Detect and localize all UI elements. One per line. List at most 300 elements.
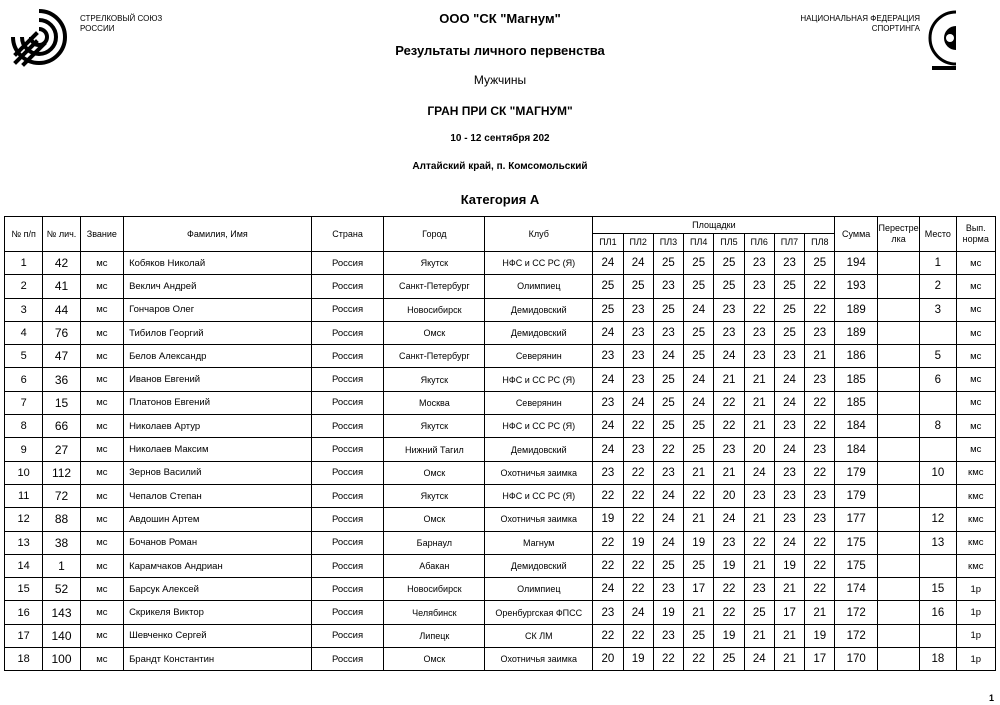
cell-score-pl2: 25 bbox=[623, 275, 653, 298]
cell-shootoff bbox=[877, 648, 919, 671]
col-sum: Сумма bbox=[835, 217, 877, 252]
cell-norm: мс bbox=[956, 415, 995, 438]
cell-country: Россия bbox=[311, 508, 384, 531]
cell-norm: мс bbox=[956, 298, 995, 321]
cell-score-pl1: 20 bbox=[593, 648, 623, 671]
cell-norm: мс bbox=[956, 252, 995, 275]
cell-lic: 38 bbox=[43, 531, 80, 554]
cell-place: 1 bbox=[920, 252, 956, 275]
cell-country: Россия bbox=[311, 531, 384, 554]
cell-city: Санкт-Петербург bbox=[384, 345, 485, 368]
cell-norm: кмс bbox=[956, 508, 995, 531]
cell-club: НФС и СС РС (Я) bbox=[485, 252, 593, 275]
table-row bbox=[5, 438, 996, 461]
col-stations: Площадки bbox=[593, 217, 835, 234]
cell-score-pl1: 23 bbox=[593, 461, 623, 484]
cell-score-pl3: 25 bbox=[653, 252, 683, 275]
cell-name: Кобяков Николай bbox=[124, 252, 312, 275]
col-country: Страна bbox=[311, 217, 384, 252]
cell-no: 14 bbox=[5, 554, 43, 577]
results-title: Результаты личного первенства bbox=[395, 43, 605, 58]
cell-city: Омск bbox=[384, 321, 485, 344]
cell-place bbox=[920, 624, 956, 647]
cell-score-pl1: 23 bbox=[593, 345, 623, 368]
cell-score-pl2: 23 bbox=[623, 321, 653, 344]
col-rank: Звание bbox=[80, 217, 123, 252]
cell-score-pl2: 22 bbox=[623, 578, 653, 601]
cell-city: Новосибирск bbox=[384, 298, 485, 321]
cell-club: Северянин bbox=[485, 345, 593, 368]
cell-norm: 1р bbox=[956, 648, 995, 671]
cell-score-pl6: 21 bbox=[744, 624, 774, 647]
page-number: 1 bbox=[988, 693, 994, 703]
cell-shootoff bbox=[877, 461, 919, 484]
table-row bbox=[5, 554, 996, 577]
cell-score-pl2: 22 bbox=[623, 624, 653, 647]
cell-shootoff bbox=[877, 554, 919, 577]
cell-country: Россия bbox=[311, 391, 384, 414]
cell-score-pl8: 22 bbox=[805, 275, 835, 298]
cell-score-pl8: 22 bbox=[805, 461, 835, 484]
cell-norm: мс bbox=[956, 368, 995, 391]
cell-score-pl4: 25 bbox=[684, 554, 714, 577]
cell-score-pl2: 22 bbox=[623, 461, 653, 484]
cell-rank: мс bbox=[80, 554, 123, 577]
cell-name: Шевченко Сергей bbox=[124, 624, 312, 647]
cell-score-pl3: 22 bbox=[653, 438, 683, 461]
cell-city: Якутск bbox=[384, 484, 485, 507]
col-pl4: ПЛ4 bbox=[684, 234, 714, 252]
cell-score-pl7: 21 bbox=[774, 578, 804, 601]
cell-score-pl5: 25 bbox=[714, 648, 744, 671]
cell-score-pl3: 24 bbox=[653, 484, 683, 507]
cell-shootoff bbox=[877, 321, 919, 344]
cell-score-pl1: 22 bbox=[593, 531, 623, 554]
cell-score-pl2: 23 bbox=[623, 438, 653, 461]
cell-rank: мс bbox=[80, 484, 123, 507]
cell-score-pl8: 21 bbox=[805, 601, 835, 624]
cell-country: Россия bbox=[311, 345, 384, 368]
cell-score-pl8: 21 bbox=[805, 345, 835, 368]
cell-city: Якутск bbox=[384, 252, 485, 275]
cell-score-pl7: 23 bbox=[774, 508, 804, 531]
col-pl6: ПЛ6 bbox=[744, 234, 774, 252]
cell-score-pl3: 25 bbox=[653, 391, 683, 414]
cell-rank: мс bbox=[80, 391, 123, 414]
cell-place: 16 bbox=[920, 601, 956, 624]
cell-norm: мс bbox=[956, 391, 995, 414]
cell-sum: 189 bbox=[835, 298, 877, 321]
cell-rank: мс bbox=[80, 252, 123, 275]
cell-name: Брандт Константин bbox=[124, 648, 312, 671]
cell-place: 2 bbox=[920, 275, 956, 298]
cell-score-pl4: 17 bbox=[684, 578, 714, 601]
cell-rank: мс bbox=[80, 368, 123, 391]
cell-score-pl4: 19 bbox=[684, 531, 714, 554]
cell-score-pl4: 24 bbox=[684, 368, 714, 391]
cell-score-pl1: 22 bbox=[593, 554, 623, 577]
cell-lic: 36 bbox=[43, 368, 80, 391]
cell-score-pl1: 25 bbox=[593, 275, 623, 298]
cell-score-pl4: 25 bbox=[684, 415, 714, 438]
cell-score-pl1: 24 bbox=[593, 578, 623, 601]
company-title: ООО "СК "Магнум" bbox=[439, 11, 561, 26]
cell-score-pl6: 23 bbox=[744, 275, 774, 298]
cell-lic: 100 bbox=[43, 648, 80, 671]
cell-score-pl5: 24 bbox=[714, 508, 744, 531]
cell-city: Новосибирск bbox=[384, 578, 485, 601]
cell-shootoff bbox=[877, 275, 919, 298]
cell-country: Россия bbox=[311, 252, 384, 275]
cell-score-pl8: 22 bbox=[805, 578, 835, 601]
cell-place bbox=[920, 391, 956, 414]
cell-lic: 15 bbox=[43, 391, 80, 414]
col-lic: № лич. bbox=[43, 217, 80, 252]
cell-place: 6 bbox=[920, 368, 956, 391]
cell-place: 12 bbox=[920, 508, 956, 531]
cell-city: Санкт-Петербург bbox=[384, 275, 485, 298]
cell-country: Россия bbox=[311, 484, 384, 507]
cell-no: 9 bbox=[5, 438, 43, 461]
cell-country: Россия bbox=[311, 578, 384, 601]
cell-rank: мс bbox=[80, 461, 123, 484]
cell-club: СК ЛМ bbox=[485, 624, 593, 647]
col-city: Город bbox=[384, 217, 485, 252]
cell-score-pl6: 24 bbox=[744, 461, 774, 484]
cell-shootoff bbox=[877, 415, 919, 438]
cell-name: Карамчаков Андриан bbox=[124, 554, 312, 577]
cell-shootoff bbox=[877, 438, 919, 461]
gender-label: Мужчины bbox=[473, 73, 527, 87]
cell-lic: 47 bbox=[43, 345, 80, 368]
cell-score-pl6: 22 bbox=[744, 531, 774, 554]
cell-score-pl3: 24 bbox=[653, 508, 683, 531]
cell-norm: кмс bbox=[956, 461, 995, 484]
cell-score-pl1: 24 bbox=[593, 252, 623, 275]
cell-lic: 1 bbox=[43, 554, 80, 577]
col-pl3: ПЛ3 bbox=[653, 234, 683, 252]
cell-place bbox=[920, 554, 956, 577]
cell-rank: мс bbox=[80, 578, 123, 601]
cell-score-pl6: 21 bbox=[744, 508, 774, 531]
cell-rank: мс bbox=[80, 601, 123, 624]
cell-club: Охотничья заимка bbox=[485, 508, 593, 531]
table-row bbox=[5, 275, 996, 298]
cell-lic: 44 bbox=[43, 298, 80, 321]
cell-no: 5 bbox=[5, 345, 43, 368]
cell-club: НФС и СС РС (Я) bbox=[485, 368, 593, 391]
cell-score-pl4: 25 bbox=[684, 275, 714, 298]
cell-score-pl1: 23 bbox=[593, 601, 623, 624]
cell-score-pl4: 24 bbox=[684, 298, 714, 321]
cell-score-pl4: 21 bbox=[684, 601, 714, 624]
cell-sum: 189 bbox=[835, 321, 877, 344]
cell-no: 1 bbox=[5, 252, 43, 275]
cell-country: Россия bbox=[311, 321, 384, 344]
cell-city: Омск bbox=[384, 648, 485, 671]
cell-country: Россия bbox=[311, 624, 384, 647]
cell-sum: 174 bbox=[835, 578, 877, 601]
results-table bbox=[4, 216, 996, 671]
cell-name: Платонов Евгений bbox=[124, 391, 312, 414]
cell-score-pl8: 23 bbox=[805, 438, 835, 461]
col-norm: Вып. норма bbox=[956, 217, 995, 252]
cell-score-pl6: 23 bbox=[744, 321, 774, 344]
cell-club: Демидовский bbox=[485, 438, 593, 461]
cell-place: 5 bbox=[920, 345, 956, 368]
cell-sum: 185 bbox=[835, 391, 877, 414]
cell-score-pl7: 19 bbox=[774, 554, 804, 577]
cell-rank: мс bbox=[80, 438, 123, 461]
table-row bbox=[5, 624, 996, 647]
org-left-line2: РОССИИ bbox=[80, 24, 115, 33]
cell-no: 3 bbox=[5, 298, 43, 321]
table-row bbox=[5, 252, 996, 275]
category-title: Категория А bbox=[460, 192, 540, 207]
cell-score-pl4: 21 bbox=[684, 508, 714, 531]
cell-country: Россия bbox=[311, 275, 384, 298]
table-row bbox=[5, 484, 996, 507]
cell-sum: 175 bbox=[835, 531, 877, 554]
cell-score-pl2: 19 bbox=[623, 531, 653, 554]
cell-country: Россия bbox=[311, 601, 384, 624]
cell-country: Россия bbox=[311, 554, 384, 577]
col-no: № п/п bbox=[5, 217, 43, 252]
cell-norm: мс bbox=[956, 438, 995, 461]
cell-score-pl3: 25 bbox=[653, 415, 683, 438]
cell-sum: 179 bbox=[835, 484, 877, 507]
cell-score-pl1: 22 bbox=[593, 484, 623, 507]
cell-score-pl5: 21 bbox=[714, 461, 744, 484]
cell-score-pl6: 22 bbox=[744, 298, 774, 321]
cell-city: Барнаул bbox=[384, 531, 485, 554]
cell-score-pl7: 25 bbox=[774, 298, 804, 321]
cell-no: 6 bbox=[5, 368, 43, 391]
cell-score-pl2: 23 bbox=[623, 368, 653, 391]
cell-shootoff bbox=[877, 252, 919, 275]
col-name: Фамилия, Имя bbox=[124, 217, 312, 252]
cell-score-pl2: 22 bbox=[623, 415, 653, 438]
cell-country: Россия bbox=[311, 648, 384, 671]
cell-score-pl4: 22 bbox=[684, 484, 714, 507]
cell-score-pl6: 21 bbox=[744, 368, 774, 391]
cell-place: 10 bbox=[920, 461, 956, 484]
cell-name: Бочанов Роман bbox=[124, 531, 312, 554]
cell-club: НФС и СС РС (Я) bbox=[485, 415, 593, 438]
col-pl7: ПЛ7 bbox=[774, 234, 804, 252]
cell-sum: 184 bbox=[835, 415, 877, 438]
cell-score-pl3: 23 bbox=[653, 275, 683, 298]
cell-rank: мс bbox=[80, 415, 123, 438]
cell-place bbox=[920, 321, 956, 344]
cell-score-pl3: 25 bbox=[653, 368, 683, 391]
cell-score-pl7: 25 bbox=[774, 321, 804, 344]
cell-score-pl6: 23 bbox=[744, 345, 774, 368]
cell-club: Олимпиец bbox=[485, 275, 593, 298]
cell-score-pl7: 17 bbox=[774, 601, 804, 624]
cell-score-pl3: 23 bbox=[653, 578, 683, 601]
cell-score-pl6: 25 bbox=[744, 601, 774, 624]
cell-name: Барсук Алексей bbox=[124, 578, 312, 601]
cell-shootoff bbox=[877, 298, 919, 321]
table-row bbox=[5, 461, 996, 484]
cell-no: 17 bbox=[5, 624, 43, 647]
cell-lic: 76 bbox=[43, 321, 80, 344]
table-row bbox=[5, 391, 996, 414]
org-right-line2: СПОРТИНГА bbox=[871, 24, 920, 33]
cell-place: 18 bbox=[920, 648, 956, 671]
cell-score-pl1: 19 bbox=[593, 508, 623, 531]
org-right-line1: НАЦИОНАЛЬНАЯ ФЕДЕРАЦИЯ bbox=[800, 14, 920, 23]
cell-norm: кмс bbox=[956, 554, 995, 577]
cell-no: 4 bbox=[5, 321, 43, 344]
cell-lic: 72 bbox=[43, 484, 80, 507]
cell-score-pl4: 25 bbox=[684, 321, 714, 344]
cell-score-pl1: 24 bbox=[593, 415, 623, 438]
cell-norm: 1р bbox=[956, 624, 995, 647]
cell-score-pl7: 23 bbox=[774, 415, 804, 438]
cell-city: Нижний Тагил bbox=[384, 438, 485, 461]
cell-score-pl8: 22 bbox=[805, 554, 835, 577]
cell-score-pl4: 25 bbox=[684, 345, 714, 368]
cell-name: Веклич Андрей bbox=[124, 275, 312, 298]
cell-city: Якутск bbox=[384, 368, 485, 391]
cell-country: Россия bbox=[311, 438, 384, 461]
cell-lic: 143 bbox=[43, 601, 80, 624]
cell-score-pl3: 23 bbox=[653, 624, 683, 647]
table-row bbox=[5, 578, 996, 601]
cell-place: 3 bbox=[920, 298, 956, 321]
cell-score-pl1: 24 bbox=[593, 321, 623, 344]
cell-score-pl5: 24 bbox=[714, 345, 744, 368]
col-club: Клуб bbox=[485, 217, 593, 252]
cell-sum: 186 bbox=[835, 345, 877, 368]
cell-score-pl8: 19 bbox=[805, 624, 835, 647]
cell-place bbox=[920, 438, 956, 461]
cell-name: Гончаров Олег bbox=[124, 298, 312, 321]
cell-no: 8 bbox=[5, 415, 43, 438]
cell-name: Белов Александр bbox=[124, 345, 312, 368]
cell-score-pl1: 24 bbox=[593, 368, 623, 391]
cell-score-pl5: 22 bbox=[714, 601, 744, 624]
cell-score-pl6: 21 bbox=[744, 391, 774, 414]
cell-shootoff bbox=[877, 531, 919, 554]
cell-rank: мс bbox=[80, 624, 123, 647]
event-dates: 10 - 12 сентября 202 bbox=[450, 133, 550, 144]
cell-score-pl4: 22 bbox=[684, 648, 714, 671]
cell-score-pl7: 24 bbox=[774, 438, 804, 461]
cell-score-pl7: 24 bbox=[774, 391, 804, 414]
col-shootoff: Перестрелка bbox=[877, 217, 919, 252]
cell-name: Тибилов Георгий bbox=[124, 321, 312, 344]
cell-score-pl5: 22 bbox=[714, 391, 744, 414]
cell-score-pl8: 23 bbox=[805, 484, 835, 507]
cell-score-pl5: 22 bbox=[714, 415, 744, 438]
event-place: Алтайский край, п. Комсомольский bbox=[412, 161, 588, 172]
cell-score-pl4: 25 bbox=[684, 252, 714, 275]
cell-sum: 170 bbox=[835, 648, 877, 671]
cell-shootoff bbox=[877, 578, 919, 601]
cell-score-pl3: 24 bbox=[653, 531, 683, 554]
cell-score-pl6: 20 bbox=[744, 438, 774, 461]
cell-lic: 41 bbox=[43, 275, 80, 298]
cell-score-pl8: 17 bbox=[805, 648, 835, 671]
cell-no: 13 bbox=[5, 531, 43, 554]
cell-norm: 1р bbox=[956, 601, 995, 624]
cell-score-pl3: 23 bbox=[653, 461, 683, 484]
cell-sum: 175 bbox=[835, 554, 877, 577]
col-pl8: ПЛ8 bbox=[805, 234, 835, 252]
cell-score-pl7: 23 bbox=[774, 345, 804, 368]
cell-score-pl5: 25 bbox=[714, 252, 744, 275]
cell-sum: 177 bbox=[835, 508, 877, 531]
cell-place: 13 bbox=[920, 531, 956, 554]
cell-score-pl3: 23 bbox=[653, 321, 683, 344]
cell-shootoff bbox=[877, 368, 919, 391]
cell-no: 18 bbox=[5, 648, 43, 671]
cell-no: 15 bbox=[5, 578, 43, 601]
cell-city: Омск bbox=[384, 461, 485, 484]
cell-score-pl5: 23 bbox=[714, 321, 744, 344]
cell-lic: 112 bbox=[43, 461, 80, 484]
table-row bbox=[5, 648, 996, 671]
org-left-line1: СТРЕЛКОВЫЙ СОЮЗ bbox=[80, 14, 163, 23]
cell-country: Россия bbox=[311, 298, 384, 321]
cell-score-pl8: 22 bbox=[805, 298, 835, 321]
cell-lic: 140 bbox=[43, 624, 80, 647]
cell-score-pl6: 23 bbox=[744, 252, 774, 275]
cell-score-pl1: 24 bbox=[593, 438, 623, 461]
cell-score-pl7: 23 bbox=[774, 461, 804, 484]
cell-score-pl1: 25 bbox=[593, 298, 623, 321]
cell-country: Россия bbox=[311, 461, 384, 484]
cell-norm: мс bbox=[956, 275, 995, 298]
cell-sum: 184 bbox=[835, 438, 877, 461]
cell-score-pl7: 23 bbox=[774, 252, 804, 275]
cell-norm: кмс bbox=[956, 531, 995, 554]
cell-sum: 179 bbox=[835, 461, 877, 484]
cell-place: 8 bbox=[920, 415, 956, 438]
table-row bbox=[5, 508, 996, 531]
cell-club: Демидовский bbox=[485, 321, 593, 344]
cell-city: Якутск bbox=[384, 415, 485, 438]
cell-city: Липецк bbox=[384, 624, 485, 647]
cell-score-pl8: 22 bbox=[805, 415, 835, 438]
cell-score-pl1: 22 bbox=[593, 624, 623, 647]
cell-score-pl7: 21 bbox=[774, 648, 804, 671]
cell-lic: 42 bbox=[43, 252, 80, 275]
cell-score-pl7: 21 bbox=[774, 624, 804, 647]
cell-score-pl7: 25 bbox=[774, 275, 804, 298]
cell-rank: мс bbox=[80, 531, 123, 554]
cell-score-pl3: 25 bbox=[653, 298, 683, 321]
cell-shootoff bbox=[877, 391, 919, 414]
cell-name: Николаев Артур bbox=[124, 415, 312, 438]
cell-score-pl2: 22 bbox=[623, 554, 653, 577]
cell-score-pl3: 22 bbox=[653, 648, 683, 671]
table-row bbox=[5, 345, 996, 368]
table-row bbox=[5, 531, 996, 554]
cell-sum: 193 bbox=[835, 275, 877, 298]
col-pl5: ПЛ5 bbox=[714, 234, 744, 252]
cell-score-pl8: 22 bbox=[805, 391, 835, 414]
cell-score-pl2: 22 bbox=[623, 508, 653, 531]
cell-score-pl6: 23 bbox=[744, 484, 774, 507]
cell-score-pl2: 24 bbox=[623, 252, 653, 275]
cell-place bbox=[920, 484, 956, 507]
cell-score-pl6: 23 bbox=[744, 578, 774, 601]
cell-shootoff bbox=[877, 624, 919, 647]
